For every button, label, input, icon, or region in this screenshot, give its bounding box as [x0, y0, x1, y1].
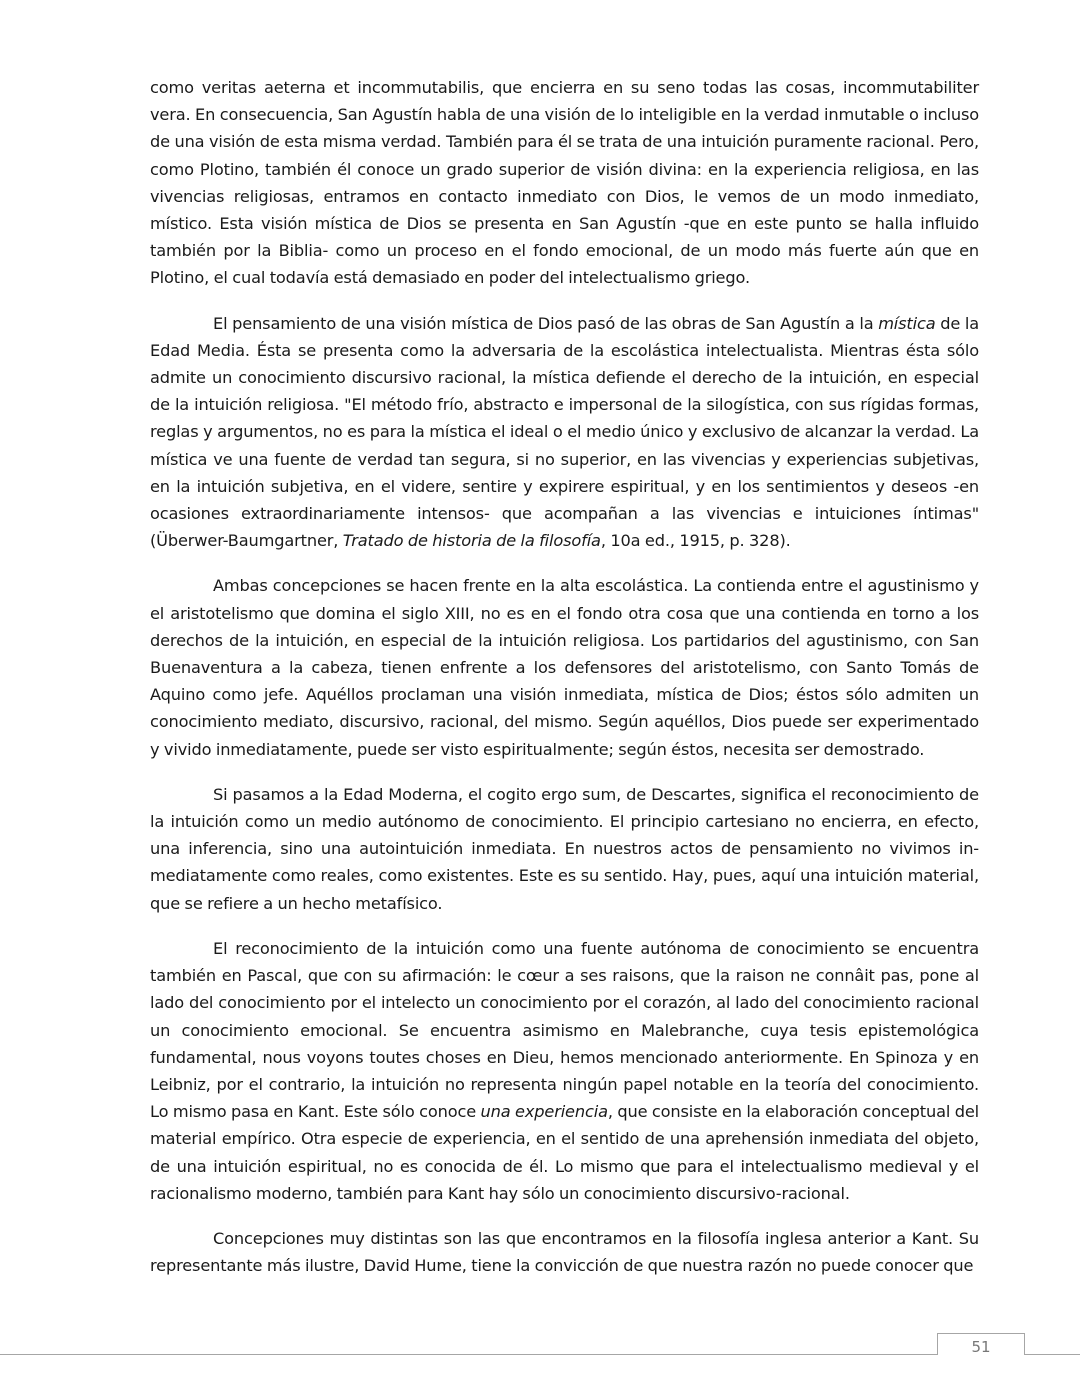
paragraph-2-italic-mistica: mística	[878, 313, 936, 333]
paragraph-5-text-a: El reconocimiento de la intuición como una fuente autónoma de conocimiento se encuentra también en Pascal, que con su afirmación: le cœur a ses raisons, que la raison ne connâit pas, pone al lado del conocimiento por el intelecto un conocimiento por el corazón, al lado del conocimiento racional un conocimiento emocional. Se encuentra asimismo en Malebranche, cuya tesis epistemológica fundamental, nous voyons toutes choses en Dieu, hemos mencionado anteriormente. En Spinoza y en Leibniz, por el contrario, la intuición no representa ningún papel notable en la teoría del conocimiento. Lo mismo pasa en Kant. Este sólo conoce	[150, 938, 979, 1122]
paragraph-2-text-b: de la Edad Media. Ésta se presenta como la adversaria de la escolástica intelectualista. Mientras ésta sólo admite un conocimiento discursivo racional, la mística defiende el derecho de la intuición, en especial de la intuición religiosa. "El método frío, abstracto e impersonal de la silogística, con sus rígidas formas, reglas y argumentos, no es para la mística el ideal o el medio único y exclusivo de alcanzar la verdad. La mística ve una fuente de verdad tan segura, si no superior, en las vivencias y experiencias subjetivas, en la intuición subjetiva, en el videre, sentire y expirere espiritual, y en los sentimientos y deseos -en ocasiones extraordinariamente intensos- que acompañan a las vivencias e intuiciones íntimas" (Überwer-Baumgartner,	[150, 313, 979, 551]
paragraph-4	[150, 781, 979, 917]
paragraph-6-text: Concepciones muy distintas son las que encontramos en la filosofía inglesa anterior a Kant. Su representante más ilustre, David Hume, tiene la convicción de que nuestra razón no puede conocer que	[150, 1228, 979, 1276]
paragraph-3	[150, 572, 979, 762]
page-body	[150, 74, 979, 1279]
paragraph-1-text: como veritas aeterna et incommutabilis, que encierra en su seno todas las cosas, incommutabiliter vera. En consecuencia, San Agustín habla de una visión de lo inteligible en la verdad inmutable o incluso de una visión de esta misma verdad. También para él se trata de una intuición puramente racional. Pero, como Plotino, también él conoce un grado superior de visión divina: en la experiencia religiosa, en las vivencias religiosas, entramos en contacto inmediato con Dios, le vemos de un modo inmediato, místico. Esta visión mística de Dios se presenta en San Agustín -que en este punto se halla influido también por la Biblia- como un proceso en el fondo emocional, de un modo más fuerte aún que en Plotino, el cual todavía está demasiado en poder del intelectualismo griego.	[150, 78, 979, 288]
page-number-box	[937, 1333, 1025, 1355]
paragraph-1	[150, 74, 979, 292]
paragraph-5-italic-experiencia: una experiencia	[480, 1102, 608, 1122]
paragraph-3-text: Ambas concepciones se hacen frente en la alta escolástica. La contienda entre el agustinismo y el aristotelismo que domina el siglo XIII, no es en el fondo otra cosa que una contienda en torno a los derechos de la intuición, en especial de la intuición religiosa. Los partidarios del agustinismo, con San Buenaventura a la cabeza, tienen enfrente a los defensores del aristotelismo, con Santo Tomás de Aquino como jefe. Aquéllos proclaman una visión inmediata, mística de Dios; éstos sólo admiten un conocimiento mediato, discursivo, racional, del mismo. Según aquéllos, Dios puede ser experimentado y vivido inmediatamente, puede ser visto espiritualmente; según éstos, necesita ser demostrado.	[150, 576, 979, 759]
paragraph-2-text-c: , 10a ed., 1915, p. 328).	[600, 531, 791, 551]
paragraph-2	[150, 310, 979, 555]
paragraph-2-italic-book-title: Tratado de historia de la filosofía	[342, 531, 601, 551]
paragraph-4-text: Si pasamos a la Edad Moderna, el cogito ergo sum, de Descartes, significa el reconocimiento de la intuición como un medio autónomo de conocimiento. El principio cartesiano no encierra, en efecto, una inferencia, sino una autointuición inmediata. En nuestros actos de pensamiento no vivimos in-mediatamente como reales, como existentes. Este es su sentido. Hay, pues, aquí una intuición material, que se refiere a un hecho metafísico.	[150, 784, 979, 913]
footer-rule	[0, 1354, 1080, 1355]
paragraph-5-text-b: , que consiste en la elaboración conceptual del material empírico. Otra especie de experiencia, en el sentido de una aprehensión inmediata del objeto, de una intuición espiritual, no es conocida de él. Lo mismo que para el intelectualismo medieval y el racionalismo moderno, también para Kant hay sólo un conocimiento discursivo-racional.	[150, 1102, 980, 1203]
page-number: 51	[971, 1338, 991, 1356]
paragraph-2-text-a: El pensamiento de una visión mística de Dios pasó de las obras de San Agustín a la	[213, 313, 879, 333]
paragraph-6	[150, 1225, 979, 1279]
paragraph-5	[150, 935, 979, 1207]
